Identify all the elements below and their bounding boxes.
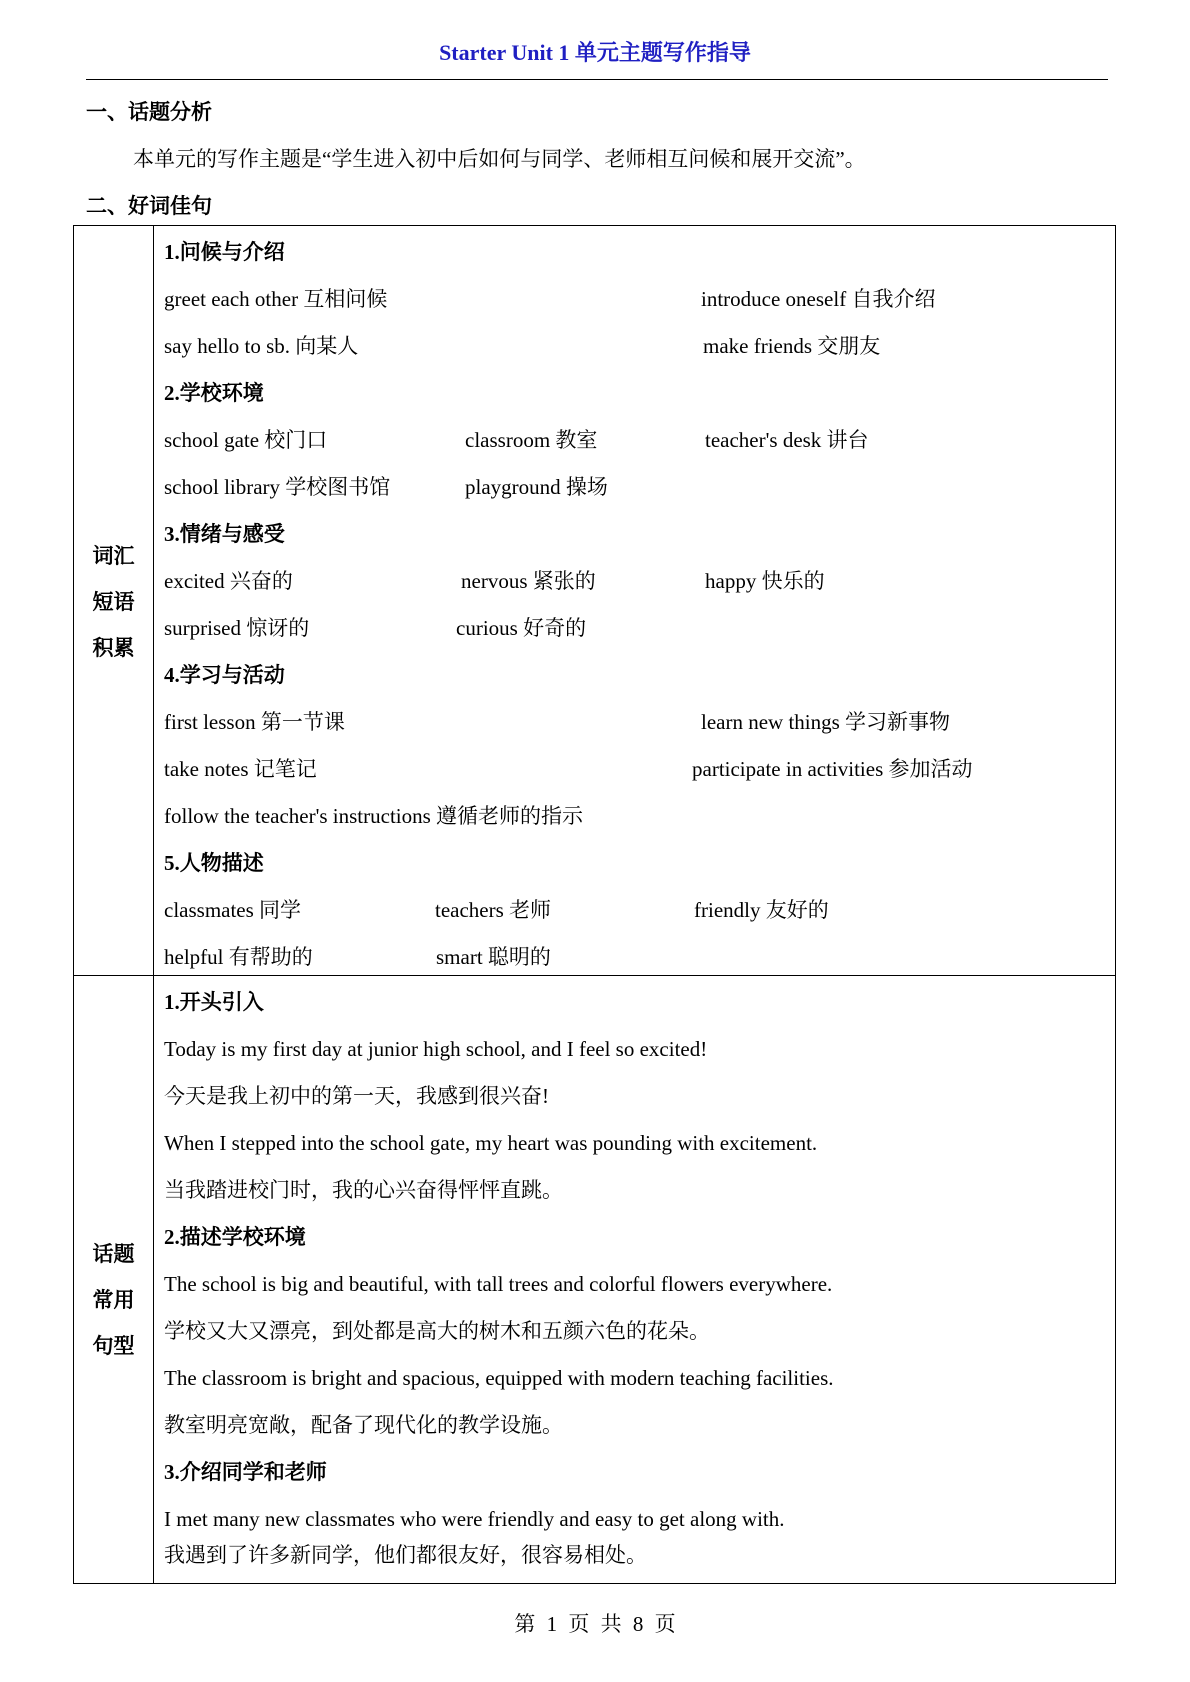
sentence-line: The classroom is bright and spacious, equipped with modern teaching facilities. bbox=[164, 1366, 834, 1390]
vocab-entry: classroom 教室 bbox=[465, 428, 598, 452]
sentence-group-title: 3.介绍同学和老师 bbox=[164, 1460, 327, 1484]
sentence-line: 今天是我上初中的第一天，我感到很兴奋! bbox=[164, 1084, 549, 1108]
sentence-line: When I stepped into the school gate, my heart was pounding with excitement. bbox=[164, 1131, 818, 1155]
vocab-entry: greet each other 互相问候 bbox=[164, 287, 388, 311]
vocab-entry: classmates 同学 bbox=[164, 898, 302, 922]
vocab-entry: teacher's desk 讲台 bbox=[705, 428, 869, 452]
phrases-table bbox=[73, 225, 1116, 1584]
vocab-entry: teachers 老师 bbox=[435, 898, 552, 922]
sentence-line: Today is my first day at junior high school, and I feel so excited! bbox=[164, 1037, 708, 1061]
vocab-entry: friendly 友好的 bbox=[694, 898, 829, 922]
vocab-entry: helpful 有帮助的 bbox=[164, 945, 313, 969]
vocab-entry: nervous 紧张的 bbox=[461, 569, 596, 593]
vocab-entry: playground 操场 bbox=[465, 475, 608, 499]
vocab-group-title: 3.情绪与感受 bbox=[164, 522, 285, 546]
sentence-group-title: 2.描述学校环境 bbox=[164, 1225, 306, 1249]
vocab-group-title: 1.问候与介绍 bbox=[164, 240, 285, 264]
vocab-entry: happy 快乐的 bbox=[705, 569, 825, 593]
vocab-entry: learn new things 学习新事物 bbox=[701, 710, 951, 734]
vocab-entry: make friends 交朋友 bbox=[703, 334, 881, 358]
vocab-entry: follow the teacher's instructions 遵循老师的指示 bbox=[164, 804, 584, 828]
vocab-group-title: 4.学习与活动 bbox=[164, 663, 285, 687]
vocab-entry: excited 兴奋的 bbox=[164, 569, 293, 593]
sentence-line: 当我踏进校门时，我的心兴奋得怦怦直跳。 bbox=[164, 1178, 563, 1202]
page-number: 第 1 页 共 8 页 bbox=[514, 1612, 676, 1636]
sentence-line: 教室明亮宽敞，配备了现代化的教学设施。 bbox=[164, 1413, 563, 1437]
vocab-entry: surprised 惊讶的 bbox=[164, 616, 310, 640]
sentence-line: 我遇到了许多新同学，他们都很友好，很容易相处。 bbox=[164, 1543, 647, 1567]
vocab-entry: participate in activities 参加活动 bbox=[692, 757, 973, 781]
sentences-label: 话题 常用 句型 bbox=[92, 1242, 135, 1358]
header-divider bbox=[86, 79, 1108, 80]
vocab-entry: smart 聪明的 bbox=[436, 945, 551, 969]
section-heading-phrases: 二、好词佳句 bbox=[86, 194, 212, 218]
section-heading-topic: 一、话题分析 bbox=[86, 100, 212, 124]
vocab-entry: school gate 校门口 bbox=[164, 428, 328, 452]
sentence-line: 学校又大又漂亮，到处都是高大的树木和五颜六色的花朵。 bbox=[164, 1319, 710, 1343]
vocab-entry: introduce oneself 自我介绍 bbox=[701, 287, 936, 311]
sentence-group-title: 1.开头引入 bbox=[164, 990, 264, 1014]
vocab-entry: school library 学校图书馆 bbox=[164, 475, 391, 499]
vocab-group-title: 2.学校环境 bbox=[164, 381, 264, 405]
page-title: Starter Unit 1 单元主题写作指导 bbox=[439, 40, 751, 65]
vocab-entry: first lesson 第一节课 bbox=[164, 710, 345, 734]
vocab-label: 词汇 短语 积累 bbox=[92, 544, 135, 660]
vocab-entry: take notes 记笔记 bbox=[164, 757, 317, 781]
vocab-group-title: 5.人物描述 bbox=[164, 851, 264, 875]
sentence-line: The school is big and beautiful, with tall trees and colorful flowers everywhere. bbox=[164, 1272, 833, 1296]
vocab-entry: curious 好奇的 bbox=[456, 616, 587, 640]
topic-description: 本单元的写作主题是“学生进入初中后如何与同学、老师相互问候和展开交流”。 bbox=[133, 147, 866, 171]
vocab-entry: say hello to sb. 向某人 bbox=[164, 334, 359, 358]
sentence-line: I met many new classmates who were friendly and easy to get along with. bbox=[164, 1507, 785, 1531]
column-divider bbox=[153, 226, 154, 1583]
